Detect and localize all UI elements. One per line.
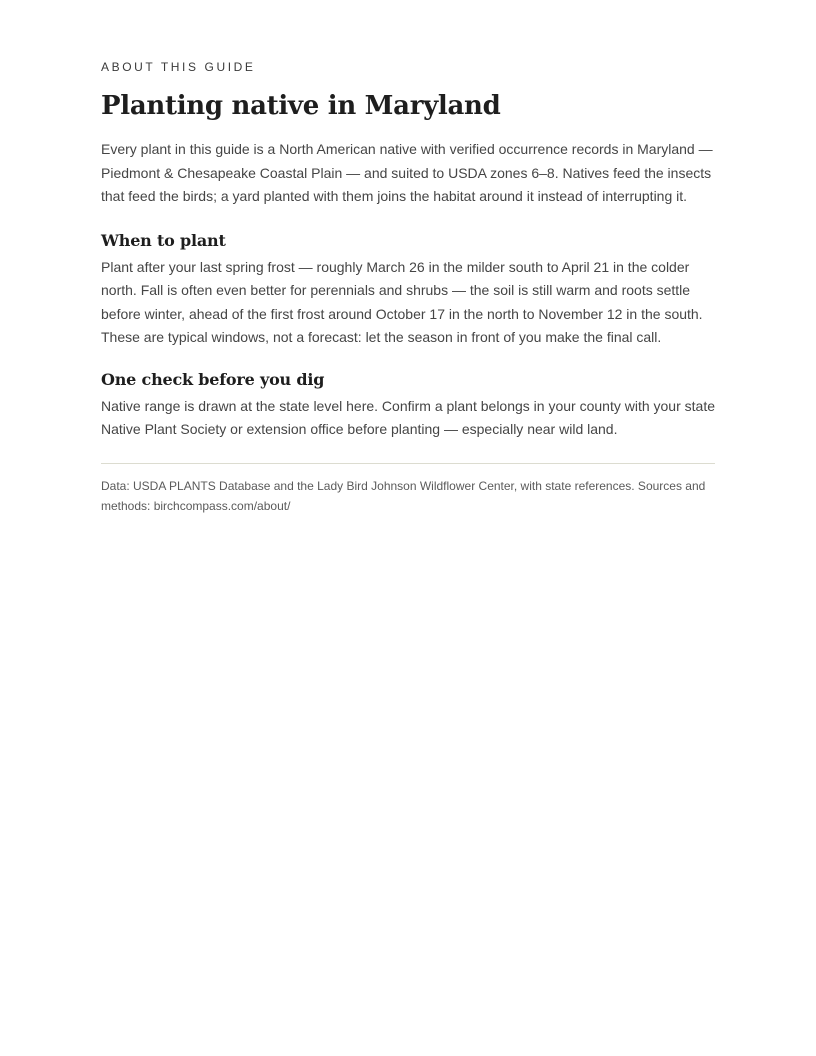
section-heading-check-before-dig: One check before you dig [101,369,325,389]
section-heading-when-to-plant: When to plant [101,230,226,250]
intro-paragraph: Every plant in this guide is a North American native with verified occurrence records in Maryland — Piedmont & Chesapeake Coastal Plain — and suited to USDA zones 6–8. Natives feed the insects that feed the birds; a yard planted with them joins the habitat around it instead of interrupting it. [101,141,713,204]
data-sources-note: Data: USDA PLANTS Database and the Lady Bird Johnson Wildflower Center, with state references. Sources and methods: birchcompass.com/about/ [101,478,706,513]
guide-page [101,56,715,516]
section-body-check-before-dig: Native range is drawn at the state level here. Confirm a plant belongs in your county with your state Native Plant Society or extension office before planting — especially near wild land. [101,397,715,437]
page-title: Planting native in Maryland [101,91,501,121]
section-body-when-to-plant: Plant after your last spring frost — roughly March 26 in the milder south to April 21 in the colder north. Fall is often even better for perennials and shrubs — the soil is still warm and roots settle before winter, ahead of the first frost around October 17 in the north to November 12 in the south. These are typical windows, not a forecast: let the season in front of you make the final call. [101,258,703,345]
footer-divider [101,463,715,464]
eyebrow-label: ABOUT THIS GUIDE [101,60,256,74]
